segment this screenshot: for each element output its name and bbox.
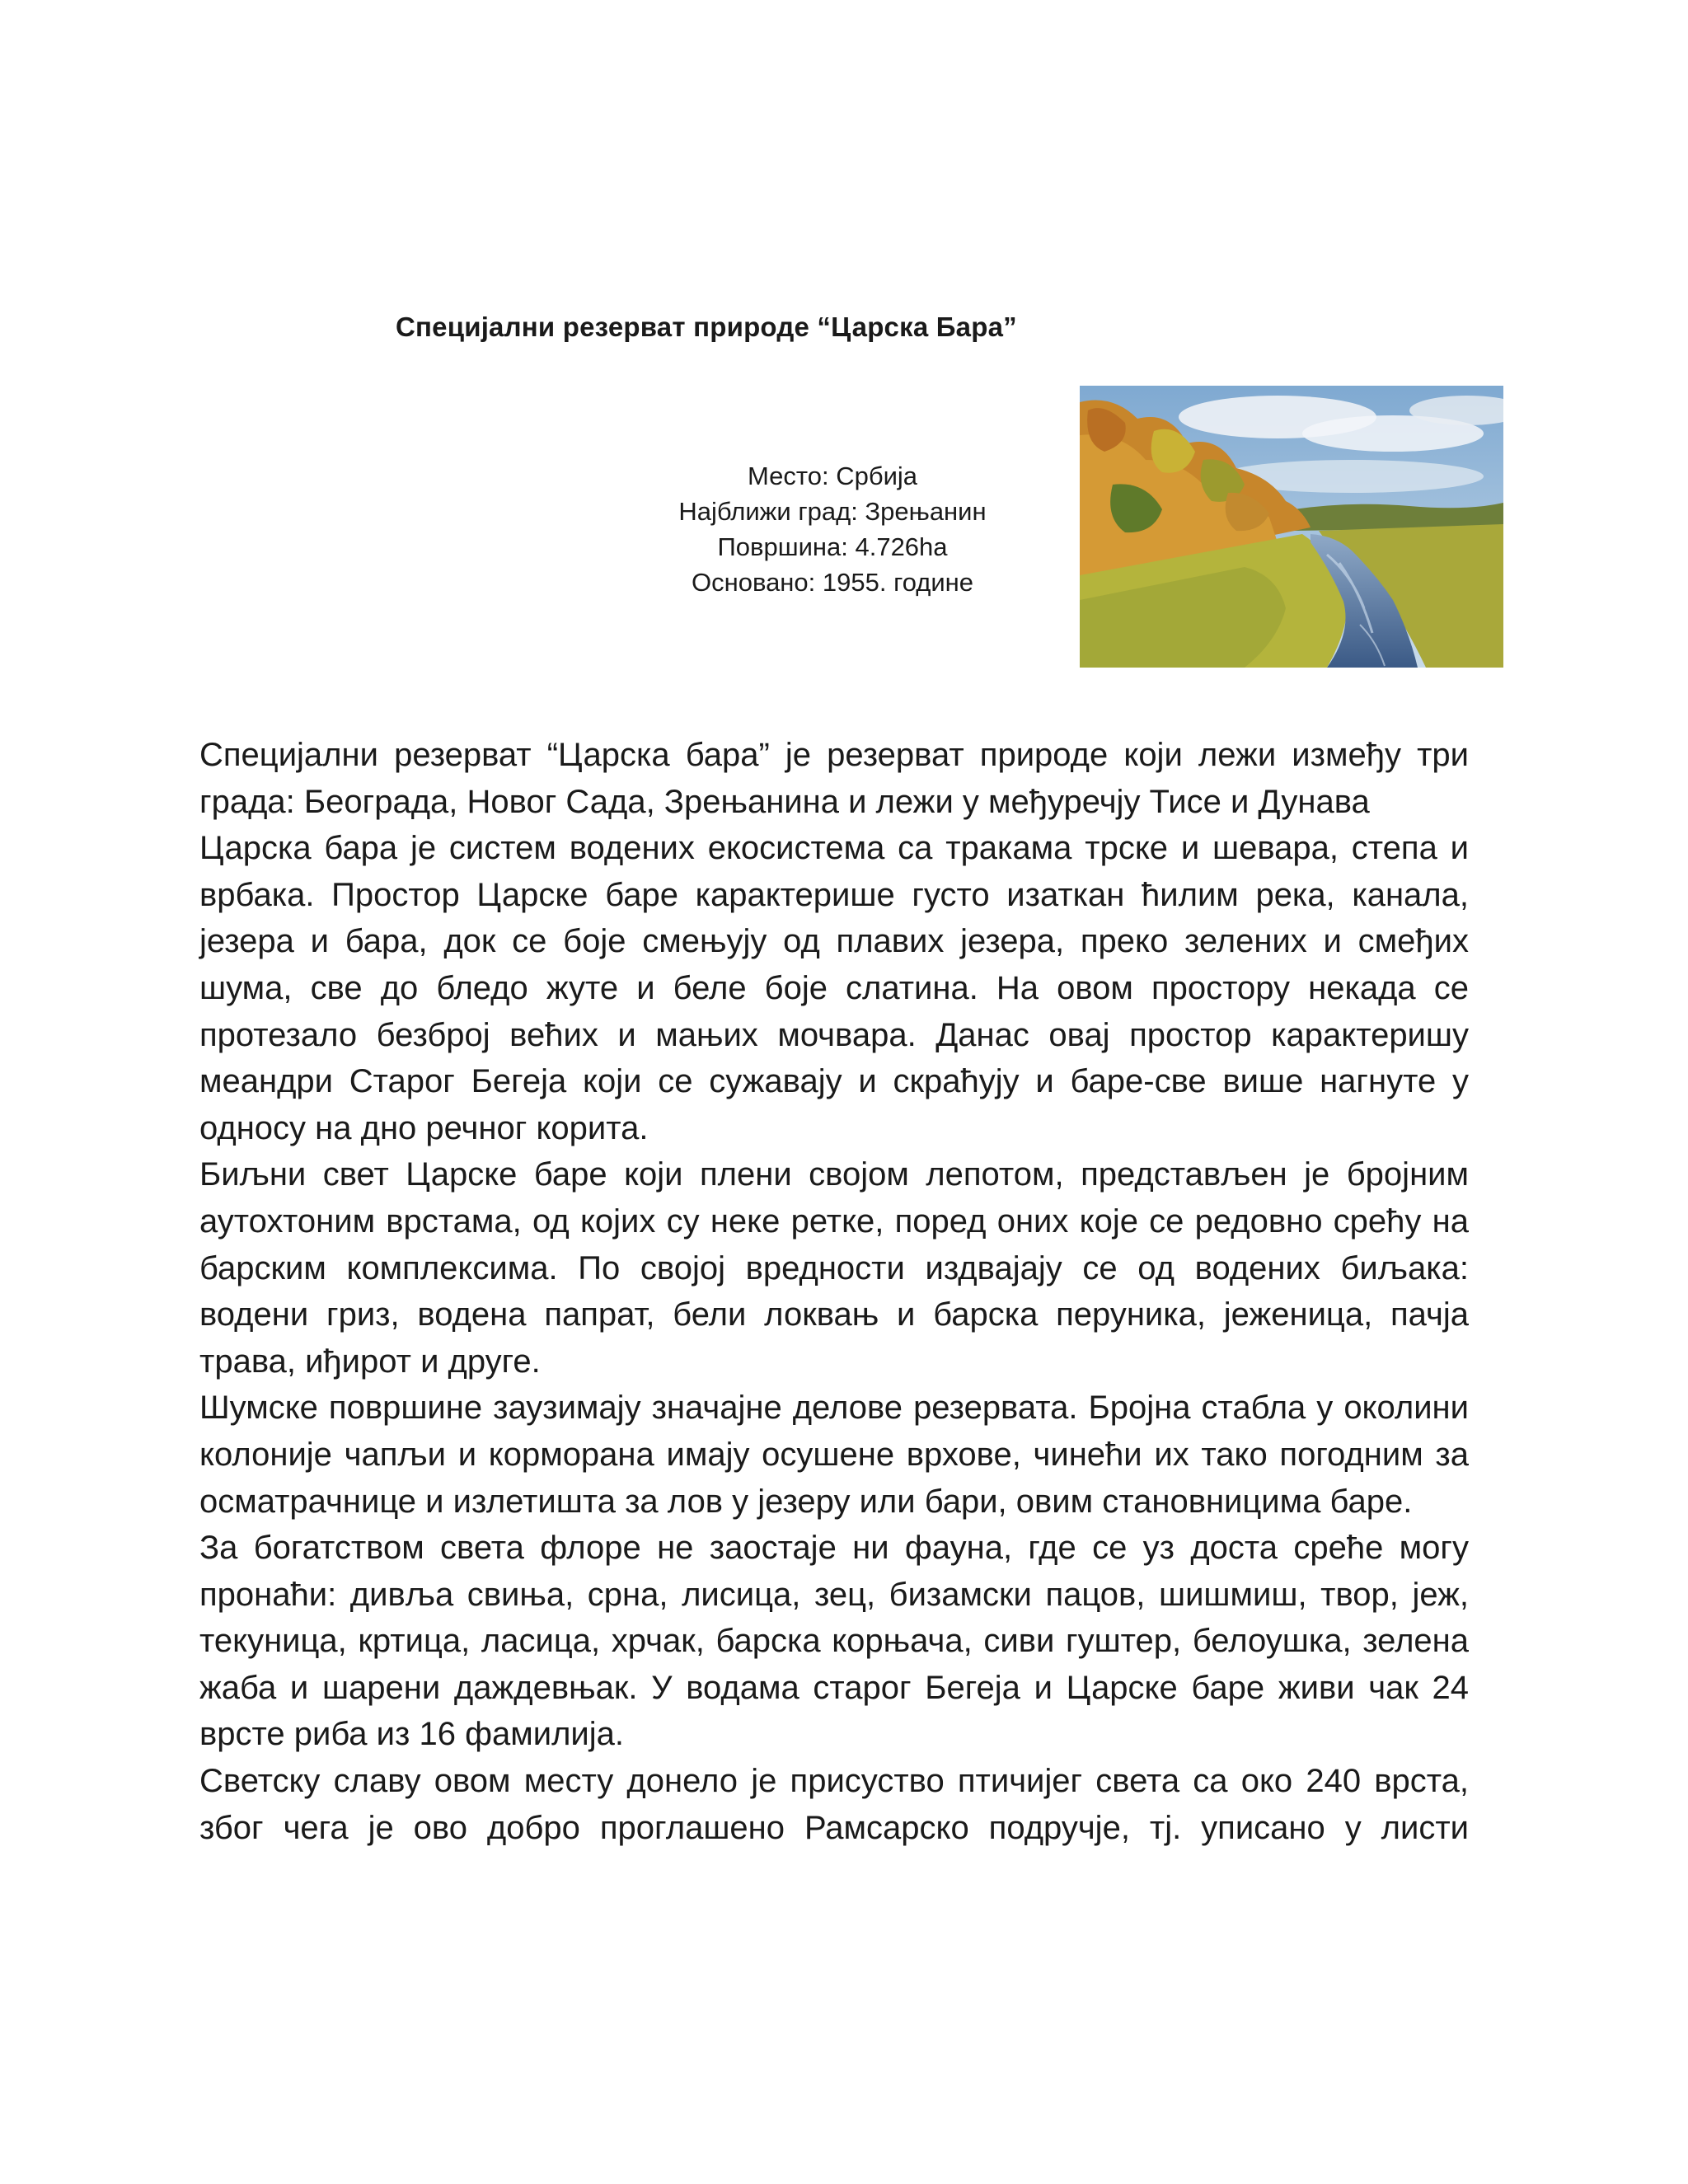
paragraph-fauna: За богатством света флоре не заостаје ни фауна, где се уз доста среће могу пронаћи: дивља свиња, срна, лисица, зец, бизамски пацов, шишмиш, твор, јеж, текуница, кртица, ласица, хрчак, барска корњача, сиви гуштер, белоушка, зелена жаба и шарени даждевњак. У водама старог Бегеја и Царске баре живи чак 24 врсте риба из 16 фамилија. bbox=[199, 1530, 1469, 1753]
info-area: Површина: 4.726ha bbox=[717, 532, 948, 561]
info-founded: Основано: 1955. године bbox=[691, 568, 974, 597]
paragraph-intro: Специјални резерват “Царска бара” је резерват природе који лежи између три града: Београда, Новог Сада, Зрењанина и лежи у међуречју Тисе и Дунава bbox=[199, 737, 1469, 820]
paragraph-birds: Светску славу овом месту донело је присуство птичијег света са око 240 врста, због чега је ово добро проглашено Рамсарско подручје, тј. уписано у листи bbox=[199, 1763, 1469, 1846]
info-nearest-city: Најближи град: Зрењанин bbox=[678, 497, 987, 526]
page-title: Специјални резерват природе “Царска Бара” bbox=[396, 312, 1017, 342]
landscape-photo-icon bbox=[1080, 386, 1503, 668]
info-block bbox=[626, 458, 1039, 600]
paragraph-forests: Шумске површине заузимају значајне делове резервата. Бројна стабла у околини колоније чапљи и корморана имају осушене врхове, чинећи их тако погодним за осматрачнице и излетишта за лов у језеру или бари, овим становницима баре. bbox=[199, 1390, 1469, 1520]
info-place: Место: Србија bbox=[747, 462, 918, 490]
body-text bbox=[199, 732, 1469, 1851]
paragraph-ecosystem: Царска бара је систем водених екосистема са тракама трске и шевара, степа и врбака. Простор Царске баре карактерише густо изаткан ћилим река, канала, језера и бара, док се боје смењују од плавих језера, преко зелених и смеђих шума, све до бледо жуте и беле боје слатина. На овом простору некада се протезало безброј већих и мањих мочвара. Данас овај простор карактеришу меандри Старог Бегеја који се сужавају и скраћују и баре-све више нагнуте у односу на дно речног корита. bbox=[199, 830, 1469, 1146]
paragraph-flora: Биљни свет Царске баре који плени својом лепотом, представљен је бројним аутохтоним врстама, од којих су неке ретке, поред оних које се редовно срећу на барским комплексима. По својој вредности издвајају се од водених биљака: водени гриз, водена папрат, бели локвањ и барска перуника, јеженица, пачја трава, иђирот и друге. bbox=[199, 1156, 1469, 1380]
